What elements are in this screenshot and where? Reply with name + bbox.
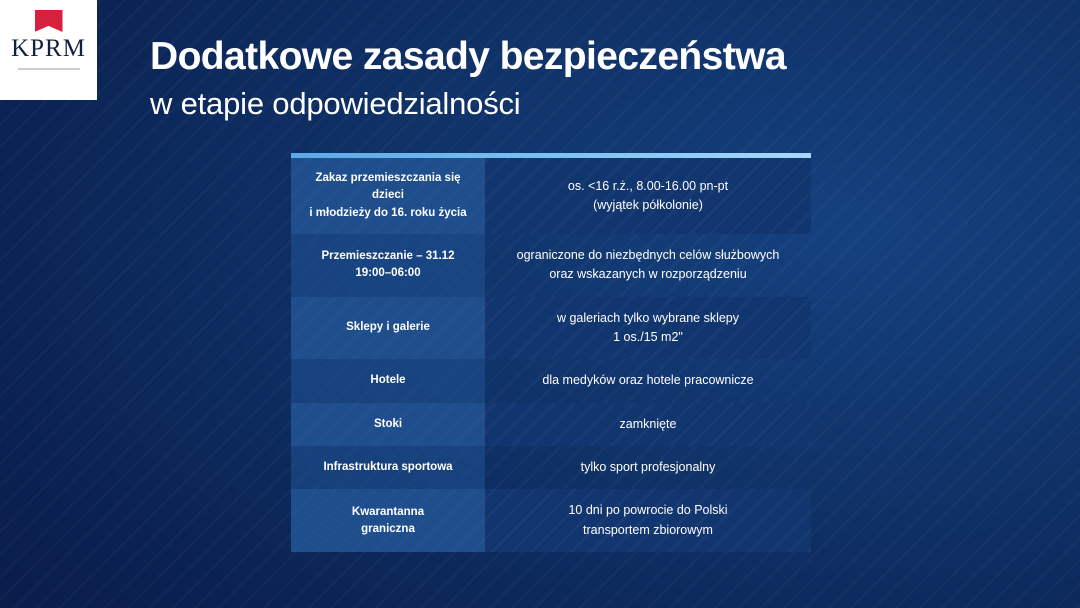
kprm-logo xyxy=(0,0,97,100)
row-category xyxy=(291,359,485,402)
page-subtitle: w etapie odpowiedzialności xyxy=(150,85,521,121)
row-detail xyxy=(485,446,811,489)
row-detail-line: dla medyków oraz hotele pracownicze xyxy=(542,373,754,388)
row-detail xyxy=(485,158,811,234)
rules-table xyxy=(291,153,811,552)
row-category xyxy=(291,297,485,360)
row-detail-line: transportem zbiorowym xyxy=(583,522,713,537)
table-row xyxy=(291,489,811,552)
row-category-line: Hotele xyxy=(370,374,406,387)
row-category xyxy=(291,158,485,234)
row-category xyxy=(291,234,485,297)
row-category-line: graniczna xyxy=(361,522,415,535)
row-category-line: Zakaz przemieszczania się dzieci xyxy=(315,172,461,202)
row-category-line: Sklepy i galerie xyxy=(346,321,430,334)
row-detail-line: w galeriach tylko wybrane sklepy xyxy=(556,310,740,325)
table-row xyxy=(291,234,811,297)
row-detail-line: ograniczone do niezbędnych celów służbowych xyxy=(516,247,780,262)
table-row xyxy=(291,446,811,489)
row-category-line: i młodzieży do 16. roku życia xyxy=(309,206,467,219)
row-detail-line: zamknięte xyxy=(619,416,677,431)
row-category-line: Infrastruktura sportowa xyxy=(323,461,453,474)
row-detail-line: 1 os./15 m2" xyxy=(613,329,683,344)
row-detail-line: os. <16 r.ż., 8.00-16.00 pn-pt xyxy=(567,178,729,193)
row-category-line: Stoki xyxy=(373,417,403,430)
row-detail-line: 10 dni po powrocie do Polski xyxy=(568,503,728,518)
row-category xyxy=(291,446,485,489)
row-category xyxy=(291,403,485,446)
row-detail xyxy=(485,489,811,552)
row-detail-line: tylko sport profesjonalny xyxy=(580,460,716,474)
table-row xyxy=(291,297,811,360)
row-detail xyxy=(485,297,811,360)
row-detail-line: oraz wskazanych w rozporządzeniu xyxy=(549,267,747,282)
row-category xyxy=(291,489,485,552)
table-row xyxy=(291,403,811,446)
table-row xyxy=(291,158,811,234)
row-detail-line: (wyjątek półkolonie) xyxy=(593,197,703,212)
logo-text: KPRM xyxy=(11,35,86,62)
row-detail xyxy=(485,234,811,297)
table-row xyxy=(291,359,811,402)
polish-flag-icon xyxy=(35,10,63,32)
row-detail xyxy=(485,403,811,446)
row-category-line: Przemieszczanie – 31.12 xyxy=(321,249,455,262)
page-title: Dodatkowe zasady bezpieczeństwa xyxy=(150,35,786,78)
row-category-line: Kwarantanna xyxy=(351,505,425,518)
heading-block xyxy=(150,36,1030,122)
row-category-line: 19:00–06:00 xyxy=(355,267,421,280)
logo-divider xyxy=(18,68,80,70)
row-detail xyxy=(485,359,811,402)
